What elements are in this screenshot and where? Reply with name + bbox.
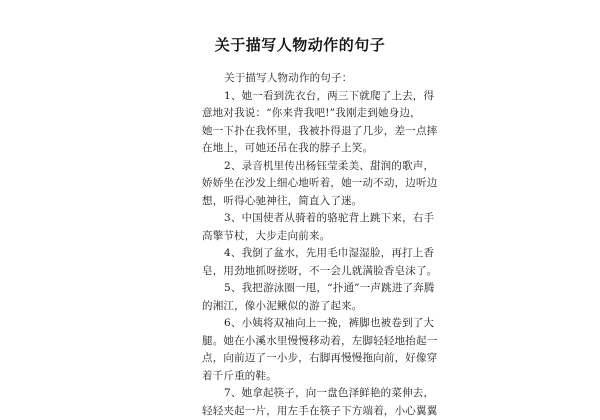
paragraph-7 [202,385,404,420]
paragraph-3 [202,210,404,245]
paragraph-2 [202,158,404,211]
line-text: 1、她一看到洗衣台，两三下就爬了上去，得 [224,90,434,102]
paragraph-line [202,158,404,176]
paragraph-line: 高擎节杖，大步走向前来。 [202,228,404,246]
paragraph-line: 意地对我说：“你来背我吧!”我刚走到她身边， [202,105,404,123]
paragraph-5 [202,280,404,315]
line-text: 3、中国使者从骑着的骆驼背上跳下来，右手 [224,212,434,224]
line-text: 5、我把游泳圈一甩，“扑通”一声跳进了奔腾 [224,282,435,294]
paragraph-line: 点，向前迈了一小步，右脚再慢慢拖向前，好像穿 [202,350,404,368]
paragraph-line: 娇娇坐在沙发上细心地听着，她一动不动，边听边 [202,175,404,193]
paragraph-1 [202,88,404,158]
paragraph-line: 在地上，可她还吊在我的脖子上笑。 [202,140,404,158]
paragraph-6 [202,315,404,385]
document-title: 关于描写人物动作的句子 [0,34,600,55]
paragraph-line [202,88,404,106]
paragraph-line [202,245,404,263]
paragraph-line [202,315,404,333]
paragraph-4 [202,245,404,280]
line-text: 6、小姨将双袖向上一挽，裤脚也被卷到了大 [224,317,434,329]
document-body [202,70,404,420]
line-text: 2、录音机里传出杨钰莹柔美、甜润的歌声， [224,160,434,172]
paragraph-line: 想，听得心驰神往，简直入了迷。 [202,193,404,211]
paragraph-line: 腿。她在小溪水里慢慢移动着，左脚轻轻地抬起一 [202,333,404,351]
paragraph-line: 她一下扑在我怀里，我被扑得退了几步，差一点摔 [202,123,404,141]
paragraph-line: 的湘江，像小泥鳅似的游了起来。 [202,298,404,316]
paragraph-line: 轻轻夹起一片，用左手在筷子下方端着，小心翼翼 [202,403,404,420]
intro-text: 关于描写人物动作的句子： [224,72,352,84]
line-text: 7、她拿起筷子，向一盘色泽鲜艳的菜伸去， [224,387,434,399]
intro-line [202,70,404,88]
paragraph-line [202,210,404,228]
paragraph-line: 着千斤重的鞋。 [202,368,404,386]
paragraph-line [202,280,404,298]
paragraph-line: 皂，用劲地抓呀搓呀，不一会儿就满脸香皂沫了。 [202,263,404,281]
line-text: 4、我倒了盆水，先用毛巾湿湿脸，再打上香 [224,247,434,259]
